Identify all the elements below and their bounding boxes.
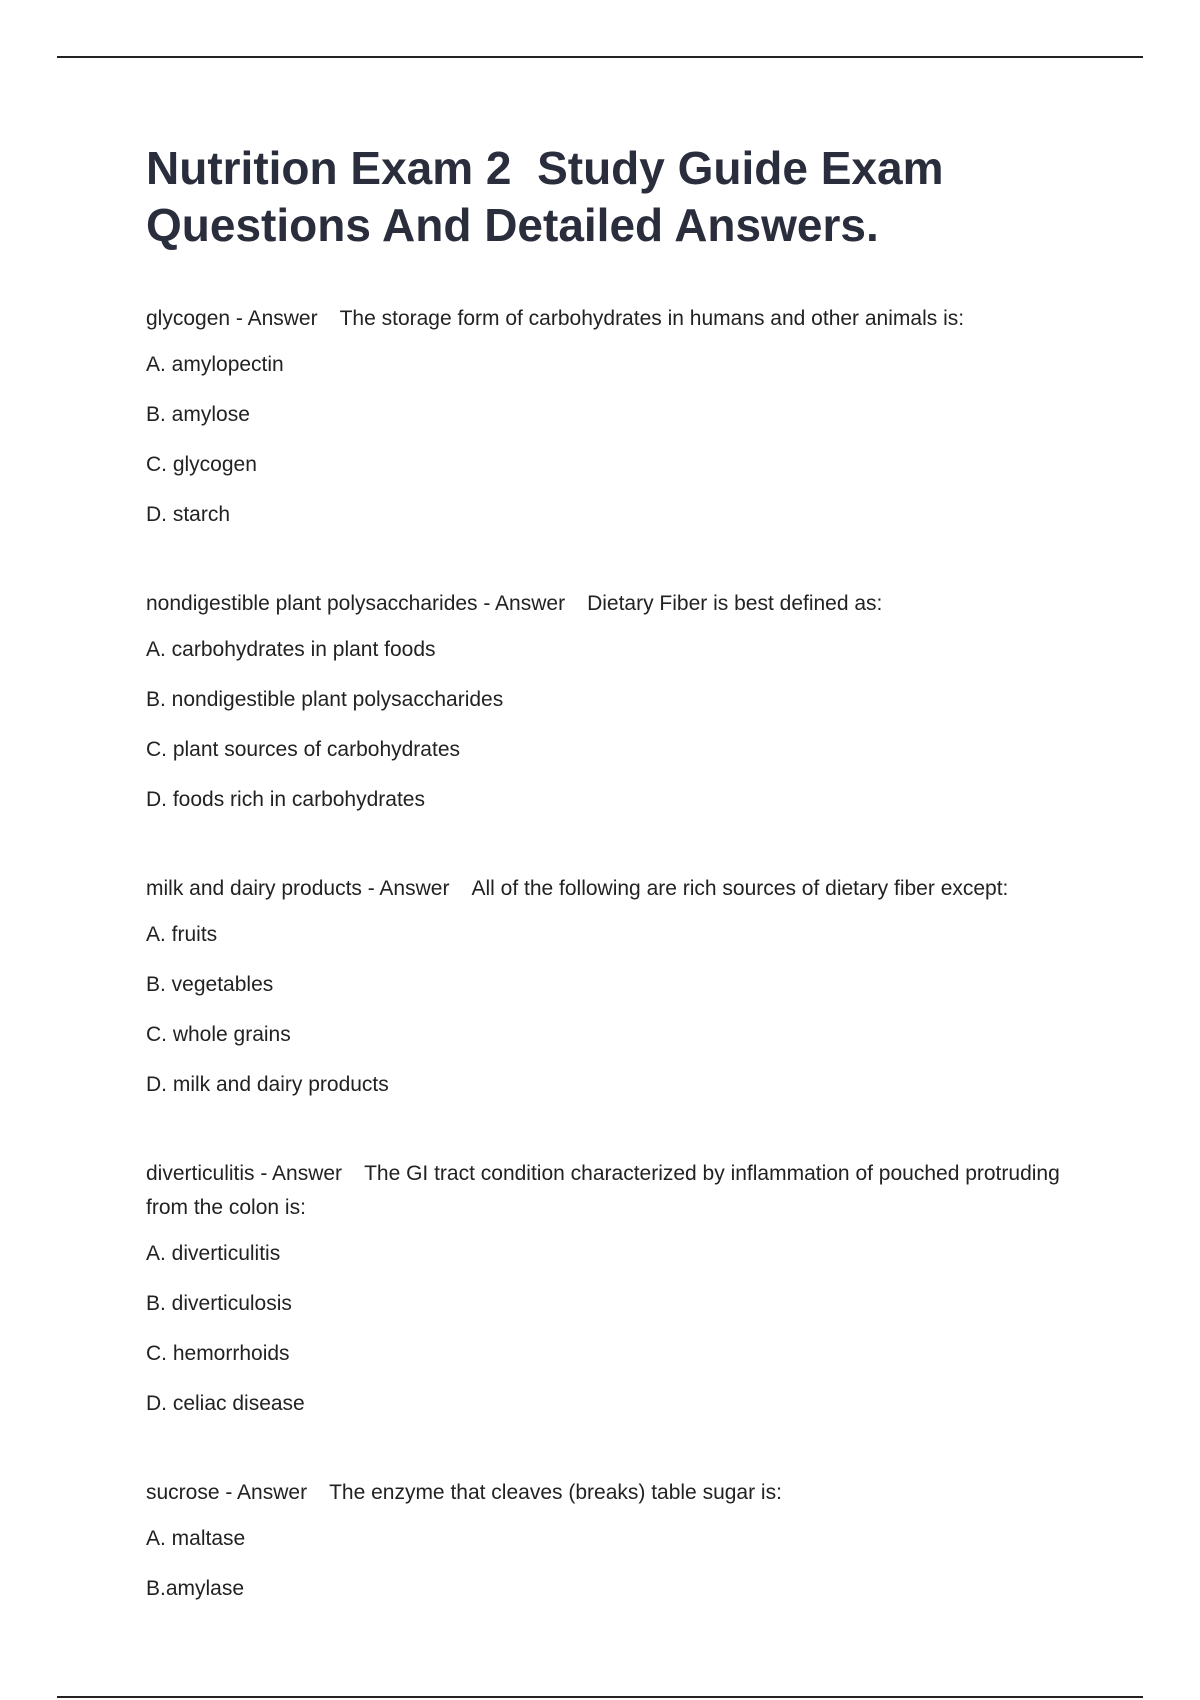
option-b: B. diverticulosis (146, 1292, 292, 1315)
question-line (146, 302, 1076, 336)
option-b: B. amylose (146, 403, 250, 426)
document-title: Nutrition Exam 2 Study Guide Exam Questions And Detailed Answers. (146, 142, 957, 251)
option-c: C. hemorrhoids (146, 1342, 290, 1365)
option-d: D. celiac disease (146, 1392, 305, 1415)
top-rule (57, 56, 1143, 58)
question-line (146, 872, 1076, 906)
question-line (146, 1157, 1076, 1225)
question-prompt: The storage form of carbohydrates in humans and other animals is: (339, 307, 965, 330)
question-prompt: Dietary Fiber is best defined as: (587, 592, 883, 615)
question-line (146, 587, 1076, 621)
question-prompt: The enzyme that cleaves (breaks) table sugar is: (329, 1481, 782, 1504)
question-item (146, 302, 1076, 529)
question-item (146, 1157, 1076, 1418)
question-prompt: All of the following are rich sources of dietary fiber except: (471, 877, 1009, 900)
question-line (146, 1476, 1076, 1510)
option-b: B. nondigestible plant polysaccharides (146, 688, 504, 711)
option-c: C. glycogen (146, 453, 257, 476)
answer-text: glycogen - Answer (146, 307, 318, 330)
answer-text: milk and dairy products - Answer (146, 877, 450, 900)
answer-text: nondigestible plant polysaccharides - Answer (146, 592, 566, 615)
option-a: A. fruits (146, 923, 218, 946)
option-d: D. starch (146, 503, 231, 526)
question-item (146, 587, 1076, 814)
bottom-rule (57, 1696, 1143, 1698)
question-item (146, 872, 1076, 1099)
question-item (146, 1476, 1076, 1603)
option-a: A. maltase (146, 1527, 246, 1550)
option-a: A. amylopectin (146, 353, 284, 376)
option-c: C. whole grains (146, 1023, 291, 1046)
option-d: D. milk and dairy products (146, 1073, 389, 1096)
option-a: A. diverticulitis (146, 1242, 281, 1265)
option-a: A. carbohydrates in plant foods (146, 638, 436, 661)
answer-text: diverticulitis - Answer (146, 1162, 343, 1185)
document-body (146, 140, 1076, 1661)
question-prompt: The GI tract condition characterized by inflammation of pouched protruding from the colon is: (146, 1162, 1060, 1219)
option-b: B.amylase (146, 1577, 245, 1600)
answer-text: sucrose - Answer (146, 1481, 308, 1504)
option-b: B. vegetables (146, 973, 274, 996)
option-c: C. plant sources of carbohydrates (146, 738, 460, 761)
question-list (146, 302, 1076, 1603)
option-d: D. foods rich in carbohydrates (146, 788, 425, 811)
